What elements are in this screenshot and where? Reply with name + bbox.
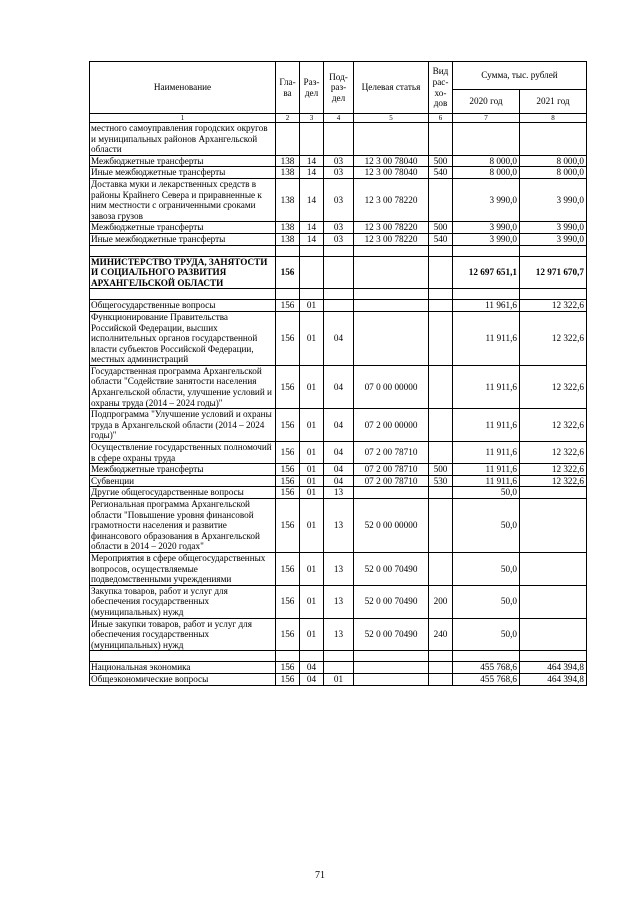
table-row bbox=[90, 487, 587, 499]
col-index: 2 bbox=[276, 114, 300, 123]
row-sum-2020: 50,0 bbox=[453, 499, 520, 553]
row-target bbox=[354, 651, 429, 662]
header-target: Целевая статья bbox=[354, 62, 429, 114]
row-vid: 540 bbox=[429, 233, 453, 245]
row-sum-2021 bbox=[520, 552, 587, 585]
row-name: Региональная программа Архангельской области "Повышение уровня финансовой грамотности населения и развитие финансового образования в Архангельской области в 2014 – 2020 годах" bbox=[90, 499, 276, 553]
row-vid bbox=[429, 365, 453, 408]
row-name bbox=[90, 289, 276, 300]
row-name: Доставка муки и лекарственных средств в районы Крайнего Севера и приравненные к ним местности с ограниченными сроками завоза грузов bbox=[90, 178, 276, 221]
row-vid: 240 bbox=[429, 618, 453, 651]
row-sum-2020: 50,0 bbox=[453, 487, 520, 499]
row-target: 12 3 00 78220 bbox=[354, 222, 429, 234]
col-index: 3 bbox=[300, 114, 324, 123]
table-row bbox=[90, 499, 587, 553]
row-target bbox=[354, 487, 429, 499]
row-sum-2020: 11 911,6 bbox=[453, 475, 520, 487]
row-glava: 156 bbox=[276, 256, 300, 289]
row-name: Осуществление государственных полномочий в сфере охраны труда bbox=[90, 442, 276, 464]
row-razdel: 14 bbox=[300, 178, 324, 221]
row-vid bbox=[429, 289, 453, 300]
row-sum-2020: 11 961,6 bbox=[453, 300, 520, 312]
row-podrazdel: 13 bbox=[324, 499, 354, 553]
row-name: Иные закупки товаров, работ и услуг для обеспечения государственных (муниципальных) нужд bbox=[90, 618, 276, 651]
row-podrazdel bbox=[324, 300, 354, 312]
row-vid bbox=[429, 245, 453, 256]
row-name: Межбюджетные трансферты bbox=[90, 155, 276, 167]
row-podrazdel: 13 bbox=[324, 487, 354, 499]
row-target bbox=[354, 300, 429, 312]
col-index: 7 bbox=[453, 114, 520, 123]
row-podrazdel: 04 bbox=[324, 409, 354, 442]
row-podrazdel bbox=[324, 289, 354, 300]
row-name: Мероприятия в сфере общегосударственных вопросов, осуществляемые подведомственными учреждениями bbox=[90, 552, 276, 585]
row-sum-2021: 464 394,8 bbox=[520, 673, 587, 685]
row-name: Закупка товаров, работ и услуг для обеспечения государственных (муниципальных) нужд bbox=[90, 585, 276, 618]
row-sum-2021 bbox=[520, 499, 587, 553]
row-podrazdel: 04 bbox=[324, 365, 354, 408]
row-vid: 200 bbox=[429, 585, 453, 618]
row-sum-2021: 12 971 670,7 bbox=[520, 256, 587, 289]
row-sum-2021: 12 322,6 bbox=[520, 311, 587, 365]
row-target: 07 2 00 78710 bbox=[354, 475, 429, 487]
header-vid: Вид рас-хо-дов bbox=[429, 62, 453, 114]
table-row bbox=[90, 167, 587, 179]
row-razdel: 01 bbox=[300, 409, 324, 442]
row-podrazdel: 13 bbox=[324, 618, 354, 651]
row-glava: 156 bbox=[276, 552, 300, 585]
row-sum-2020: 455 768,6 bbox=[453, 662, 520, 674]
row-name: Межбюджетные трансферты bbox=[90, 464, 276, 476]
row-razdel: 01 bbox=[300, 300, 324, 312]
row-razdel bbox=[300, 256, 324, 289]
row-sum-2020: 11 911,6 bbox=[453, 464, 520, 476]
row-glava: 156 bbox=[276, 464, 300, 476]
row-target bbox=[354, 662, 429, 674]
row-glava: 156 bbox=[276, 662, 300, 674]
row-razdel: 01 bbox=[300, 464, 324, 476]
row-razdel: 04 bbox=[300, 673, 324, 685]
row-target bbox=[354, 256, 429, 289]
row-target bbox=[354, 311, 429, 365]
row-razdel: 01 bbox=[300, 618, 324, 651]
row-target: 52 0 00 70490 bbox=[354, 618, 429, 651]
col-index: 4 bbox=[324, 114, 354, 123]
row-sum-2021 bbox=[520, 487, 587, 499]
row-vid bbox=[429, 499, 453, 553]
row-glava: 138 bbox=[276, 155, 300, 167]
row-target bbox=[354, 123, 429, 156]
row-vid bbox=[429, 487, 453, 499]
row-podrazdel bbox=[324, 123, 354, 156]
row-razdel bbox=[300, 245, 324, 256]
col-index: 5 bbox=[354, 114, 429, 123]
row-glava: 156 bbox=[276, 300, 300, 312]
row-name: Функционирование Правительства Российской Федерации, высших исполнительных органов государственной власти субъектов Российской Федерации, местных администраций bbox=[90, 311, 276, 365]
row-sum-2020 bbox=[453, 289, 520, 300]
row-podrazdel: 04 bbox=[324, 311, 354, 365]
row-podrazdel bbox=[324, 245, 354, 256]
row-podrazdel: 03 bbox=[324, 178, 354, 221]
row-vid: 500 bbox=[429, 155, 453, 167]
table-row bbox=[90, 365, 587, 408]
row-name bbox=[90, 651, 276, 662]
row-name: Межбюджетные трансферты bbox=[90, 222, 276, 234]
row-target bbox=[354, 673, 429, 685]
row-razdel: 14 bbox=[300, 233, 324, 245]
row-sum-2021: 12 322,6 bbox=[520, 365, 587, 408]
page-number: 71 bbox=[315, 870, 325, 881]
column-index-row bbox=[90, 114, 587, 123]
row-name bbox=[90, 245, 276, 256]
row-vid bbox=[429, 311, 453, 365]
row-vid: 540 bbox=[429, 167, 453, 179]
col-index: 1 bbox=[90, 114, 276, 123]
col-index: 6 bbox=[429, 114, 453, 123]
row-target: 07 2 00 78710 bbox=[354, 464, 429, 476]
row-target: 12 3 00 78220 bbox=[354, 178, 429, 221]
row-razdel bbox=[300, 123, 324, 156]
col-index: 8 bbox=[520, 114, 587, 123]
row-podrazdel: 04 bbox=[324, 464, 354, 476]
row-glava: 138 bbox=[276, 222, 300, 234]
row-podrazdel: 03 bbox=[324, 222, 354, 234]
row-target: 12 3 00 78040 bbox=[354, 155, 429, 167]
row-sum-2021: 12 322,6 bbox=[520, 464, 587, 476]
table-row bbox=[90, 245, 587, 256]
table-row bbox=[90, 585, 587, 618]
row-razdel: 01 bbox=[300, 311, 324, 365]
row-sum-2021 bbox=[520, 618, 587, 651]
row-name: местного самоуправления городских округов и муниципальных районов Архангельской области bbox=[90, 123, 276, 156]
row-sum-2020: 12 697 651,1 bbox=[453, 256, 520, 289]
row-name: Иные межбюджетные трансферты bbox=[90, 167, 276, 179]
row-glava: 156 bbox=[276, 618, 300, 651]
row-name: Общеэкономические вопросы bbox=[90, 673, 276, 685]
row-podrazdel: 13 bbox=[324, 552, 354, 585]
table-row bbox=[90, 673, 587, 685]
row-razdel: 04 bbox=[300, 662, 324, 674]
row-sum-2020: 3 990,0 bbox=[453, 222, 520, 234]
row-target bbox=[354, 245, 429, 256]
header-2021: 2021 год bbox=[520, 90, 587, 114]
row-podrazdel bbox=[324, 662, 354, 674]
row-name: Государственная программа Архангельской области "Содействие занятости населения Архангельской области, улучшение условий и охраны труда (2014 – 2024 годы)" bbox=[90, 365, 276, 408]
row-sum-2020: 11 911,6 bbox=[453, 365, 520, 408]
row-glava: 138 bbox=[276, 178, 300, 221]
row-podrazdel: 03 bbox=[324, 167, 354, 179]
row-sum-2020: 11 911,6 bbox=[453, 409, 520, 442]
row-razdel: 14 bbox=[300, 155, 324, 167]
row-target bbox=[354, 289, 429, 300]
row-glava: 156 bbox=[276, 311, 300, 365]
row-target: 12 3 00 78040 bbox=[354, 167, 429, 179]
header-razdel: Раз-дел bbox=[300, 62, 324, 114]
row-name: Иные межбюджетные трансферты bbox=[90, 233, 276, 245]
row-glava: 156 bbox=[276, 499, 300, 553]
table-row bbox=[90, 233, 587, 245]
header-2020: 2020 год bbox=[453, 90, 520, 114]
row-sum-2020: 50,0 bbox=[453, 585, 520, 618]
row-sum-2021 bbox=[520, 245, 587, 256]
table-row bbox=[90, 475, 587, 487]
row-target: 12 3 00 78220 bbox=[354, 233, 429, 245]
row-sum-2021: 464 394,8 bbox=[520, 662, 587, 674]
row-target: 07 2 00 78710 bbox=[354, 442, 429, 464]
row-podrazdel: 03 bbox=[324, 155, 354, 167]
row-sum-2021: 8 000,0 bbox=[520, 167, 587, 179]
table-row bbox=[90, 300, 587, 312]
row-razdel: 01 bbox=[300, 499, 324, 553]
row-sum-2021: 12 322,6 bbox=[520, 475, 587, 487]
row-glava: 156 bbox=[276, 585, 300, 618]
row-target: 07 0 00 00000 bbox=[354, 365, 429, 408]
row-glava bbox=[276, 123, 300, 156]
row-vid bbox=[429, 178, 453, 221]
row-razdel: 01 bbox=[300, 552, 324, 585]
row-name: Субвенции bbox=[90, 475, 276, 487]
row-name: Другие общегосударственные вопросы bbox=[90, 487, 276, 499]
header-glava: Гла-ва bbox=[276, 62, 300, 114]
row-vid bbox=[429, 662, 453, 674]
row-podrazdel: 03 bbox=[324, 233, 354, 245]
row-razdel bbox=[300, 289, 324, 300]
table-row bbox=[90, 442, 587, 464]
row-glava bbox=[276, 245, 300, 256]
row-sum-2021: 3 990,0 bbox=[520, 178, 587, 221]
row-sum-2021: 12 322,6 bbox=[520, 300, 587, 312]
row-sum-2020: 3 990,0 bbox=[453, 233, 520, 245]
row-sum-2021 bbox=[520, 289, 587, 300]
table-row bbox=[90, 662, 587, 674]
row-sum-2020: 3 990,0 bbox=[453, 178, 520, 221]
row-vid bbox=[429, 123, 453, 156]
budget-table bbox=[89, 61, 587, 686]
row-sum-2020: 11 911,6 bbox=[453, 442, 520, 464]
row-sum-2020: 8 000,0 bbox=[453, 167, 520, 179]
table-row bbox=[90, 618, 587, 651]
row-glava: 156 bbox=[276, 673, 300, 685]
row-vid bbox=[429, 256, 453, 289]
row-sum-2020: 8 000,0 bbox=[453, 155, 520, 167]
row-podrazdel: 04 bbox=[324, 475, 354, 487]
row-target: 52 0 00 00000 bbox=[354, 499, 429, 553]
row-glava: 156 bbox=[276, 442, 300, 464]
table-row bbox=[90, 256, 587, 289]
row-podrazdel bbox=[324, 256, 354, 289]
row-sum-2020: 455 768,6 bbox=[453, 673, 520, 685]
table-row bbox=[90, 222, 587, 234]
row-glava: 138 bbox=[276, 167, 300, 179]
row-sum-2021 bbox=[520, 651, 587, 662]
row-name: Подпрограмма "Улучшение условий и охраны труда в Архангельской области (2014 – 2024 годы)" bbox=[90, 409, 276, 442]
row-vid bbox=[429, 442, 453, 464]
row-sum-2021: 8 000,0 bbox=[520, 155, 587, 167]
row-name: МИНИСТЕРСТВО ТРУДА, ЗАНЯТОСТИ И СОЦИАЛЬНОГО РАЗВИТИЯ АРХАНГЕЛЬСКОЙ ОБЛАСТИ bbox=[90, 256, 276, 289]
row-podrazdel: 01 bbox=[324, 673, 354, 685]
header-name: Наименование bbox=[90, 62, 276, 114]
row-razdel: 01 bbox=[300, 585, 324, 618]
row-glava: 138 bbox=[276, 233, 300, 245]
row-glava bbox=[276, 289, 300, 300]
row-razdel bbox=[300, 651, 324, 662]
row-sum-2020 bbox=[453, 651, 520, 662]
row-razdel: 14 bbox=[300, 222, 324, 234]
row-razdel: 14 bbox=[300, 167, 324, 179]
row-sum-2020: 50,0 bbox=[453, 552, 520, 585]
row-vid bbox=[429, 409, 453, 442]
row-vid bbox=[429, 651, 453, 662]
row-name: Национальная экономика bbox=[90, 662, 276, 674]
table-row bbox=[90, 651, 587, 662]
row-sum-2021: 3 990,0 bbox=[520, 233, 587, 245]
row-sum-2020 bbox=[453, 123, 520, 156]
row-glava: 156 bbox=[276, 365, 300, 408]
header-sum: Сумма, тыс. рублей bbox=[453, 62, 587, 90]
row-vid bbox=[429, 673, 453, 685]
row-target: 52 0 00 70490 bbox=[354, 585, 429, 618]
row-vid bbox=[429, 552, 453, 585]
row-glava: 156 bbox=[276, 475, 300, 487]
row-vid: 530 bbox=[429, 475, 453, 487]
row-razdel: 01 bbox=[300, 475, 324, 487]
row-sum-2021: 12 322,6 bbox=[520, 442, 587, 464]
table-row bbox=[90, 464, 587, 476]
table-row bbox=[90, 123, 587, 156]
row-sum-2021: 12 322,6 bbox=[520, 409, 587, 442]
row-target: 07 2 00 00000 bbox=[354, 409, 429, 442]
table-row bbox=[90, 311, 587, 365]
row-glava bbox=[276, 651, 300, 662]
table-row bbox=[90, 155, 587, 167]
row-sum-2020: 11 911,6 bbox=[453, 311, 520, 365]
row-vid: 500 bbox=[429, 222, 453, 234]
row-vid: 500 bbox=[429, 464, 453, 476]
row-glava: 156 bbox=[276, 409, 300, 442]
row-sum-2020: 50,0 bbox=[453, 618, 520, 651]
row-razdel: 01 bbox=[300, 365, 324, 408]
table-row bbox=[90, 178, 587, 221]
header-podrazdel: Под-раз-дел bbox=[324, 62, 354, 114]
row-podrazdel bbox=[324, 651, 354, 662]
row-razdel: 01 bbox=[300, 442, 324, 464]
row-podrazdel: 13 bbox=[324, 585, 354, 618]
row-glava: 156 bbox=[276, 487, 300, 499]
row-sum-2021 bbox=[520, 123, 587, 156]
row-sum-2020 bbox=[453, 245, 520, 256]
row-name: Общегосударственные вопросы bbox=[90, 300, 276, 312]
table-row bbox=[90, 552, 587, 585]
row-razdel: 01 bbox=[300, 487, 324, 499]
row-sum-2021 bbox=[520, 585, 587, 618]
table-row bbox=[90, 409, 587, 442]
row-sum-2021: 3 990,0 bbox=[520, 222, 587, 234]
row-target: 52 0 00 70490 bbox=[354, 552, 429, 585]
table-row bbox=[90, 289, 587, 300]
row-podrazdel: 04 bbox=[324, 442, 354, 464]
row-vid bbox=[429, 300, 453, 312]
